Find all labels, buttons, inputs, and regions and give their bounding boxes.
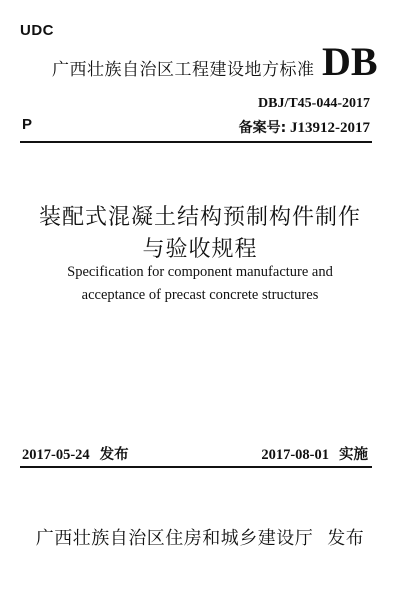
title-en-line2: acceptance of precast concrete structures	[81, 287, 319, 303]
footer-divider	[20, 466, 372, 468]
issuer-row	[0, 524, 400, 550]
db-mark: DB	[322, 39, 378, 84]
effective-date: 2017-08-01	[261, 447, 329, 463]
record-number-row	[239, 117, 370, 137]
category-code: P	[22, 116, 33, 133]
record-label: 备案号:	[238, 120, 287, 136]
standard-number: DBJ/T45-044-2017	[258, 96, 370, 111]
publish-date-row	[22, 443, 129, 464]
issuer-action: 发布	[327, 528, 365, 549]
header-divider	[20, 141, 372, 143]
issuer-name: 广西壮族自治区住房和城乡建设厅	[35, 528, 314, 549]
title-zh-line1: 装配式混凝土结构预制构件制作	[38, 205, 361, 230]
title-zh-line2: 与验收规程	[142, 237, 258, 262]
effective-label: 实施	[339, 447, 368, 463]
standard-series-title: 广西壮族自治区工程建设地方标准	[52, 60, 315, 80]
record-number: J13912-2017	[290, 120, 370, 136]
publish-label: 发布	[99, 447, 129, 463]
publish-date: 2017-05-24	[22, 447, 90, 463]
title-en-line1: Specification for component manufacture and	[67, 264, 333, 280]
effective-date-row	[261, 443, 368, 464]
udc-label: UDC	[20, 22, 54, 39]
